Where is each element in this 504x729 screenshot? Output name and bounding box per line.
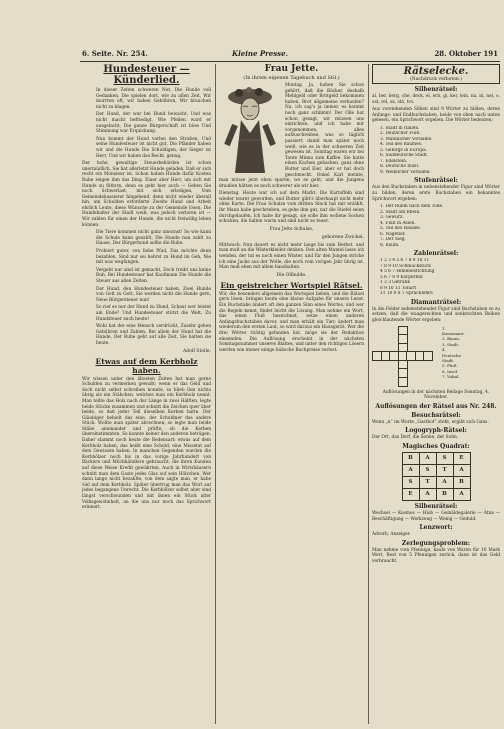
magic-square-grid xyxy=(402,452,471,501)
magic-square-cell: B xyxy=(453,476,470,488)
article-body: Wir, die besonders allgemein das Wortspiel lieben, und die Rätsel gern lösen, bringen heute eine kleine Aufgabe für unsere Leser. Ein Buchstabe ändert oft den ganzen Sinn eines Wortes, und wer die Regeln kennt, findet leicht die Lösung. Man nehme ein Wort, das einen Fluß bezeichnet, setze einen anderen Anfangsbuchstaben davor, und man erhält ein Tier; ändert man wiederum den ersten Laut, so wird daraus ein Hausgerät. Wer die drei Wörter richtig gefunden hat, möge sie der Redaktion einsenden. Die Auflösung erscheint in der nächsten Sonntagsnummer unseres Blattes, und unter den richtigen Lösern werden wie immer einige hübsche Buchpreise verlost. xyxy=(219,291,364,353)
solutions-note: Auflösungen in der nächsten Beilage Sonntag, 4. November. xyxy=(382,389,490,401)
magic-square-cell: E xyxy=(402,488,419,500)
clue-item: 5. Gebirge in Europa. xyxy=(380,147,428,153)
column-left xyxy=(82,64,211,724)
number-clue-row: 4 5 6 7 Himmelsrichtung xyxy=(380,269,435,275)
solution-text: Wechsel — Kosmos — Hiob — Gemäldegalerie — Ätna — Beschäftigung — Werkzeug — Wenig — Geduld. xyxy=(372,510,500,522)
article-body: Dienstag. Heute war ich auf dem Markt. Die Kartoffeln sind wieder teurer geworden, und Butter gibt's überhaupt nicht mehr ohne Karte. Die Frau Schulze vom dritten Stock hat mir erzählt, ihr Mann habe geschrieben, es gehe ihm gut, nur die Stiefel seien durchgelaufen. Ich habe ihr gesagt, sie solle ihm wollene Socken schicken, die halten warm und sind nicht so teuer. xyxy=(219,191,364,225)
article-subtitle: (In ihrem eigenen Tagebuch und Stil.) xyxy=(243,75,340,81)
column-middle xyxy=(219,64,364,724)
magic-square-cell: T xyxy=(436,464,453,476)
magic-square-cell: A xyxy=(436,476,453,488)
newspaper-name: Kleine Presse. xyxy=(232,49,289,58)
clue-item: 9. Weiblicher Vorname. xyxy=(380,169,431,175)
article-author: Frau Jette Schulze, xyxy=(269,226,314,232)
column-right xyxy=(372,64,500,724)
woman-illustration xyxy=(219,85,281,173)
magic-square-cell: B xyxy=(436,488,453,500)
puzzle-title: Diamanträtsel: xyxy=(410,298,462,306)
article-author-note: geborene Zwickel. xyxy=(321,234,364,240)
clue-item: 7. Vokal. xyxy=(442,374,460,380)
puzzle-title: Silbenrätsel: xyxy=(414,86,458,93)
puzzle-cell xyxy=(423,351,433,361)
clue-item: 6. Insel. xyxy=(442,368,459,374)
clue-item: 8. Baum. xyxy=(380,242,400,248)
article-title: Frau Jette. xyxy=(264,64,319,74)
poem-stanza: In dieser Zeiten schweren Not, Die Hunde voll Gedanken, Die spielen dort, wie zu allen Zeit, Wir murrten oft, wir haben Gebühren, Wir brauchen nicht zu klagen. xyxy=(96,88,211,110)
puzzle-cell xyxy=(398,377,408,387)
poem-stanza: Vergebt nur sind ist gemacht, Doch treibt uns keine Ruh, Bei Hundesteuer hat Kaufmann Die Hunde die Steuer aus allen Zeiten. xyxy=(96,267,211,284)
puzzle-instructions: In die Felder nebenstehender Figur sind Buchstaben so zu setzen, daß die waagerechten und senkrechten Reihen gleichlautende Wörter ergeben: xyxy=(372,306,500,323)
magic-square-cell: S xyxy=(419,464,436,476)
number-clue-row: 7 8 9 10 Schmuckstück xyxy=(380,263,431,269)
magic-square-cell: A xyxy=(419,488,436,500)
solution-title: Silbenrätsel: xyxy=(414,502,458,510)
page-header xyxy=(82,47,500,60)
page-number: 6. Seite. Nr. 254. xyxy=(82,49,148,58)
magic-square-cell: A xyxy=(419,452,436,464)
clue-item: 4. Deutsche Stadt. xyxy=(442,347,461,363)
clue-item: 6. Nagetier. xyxy=(380,231,406,237)
clue-item: 2. Baum. xyxy=(442,336,461,342)
magic-square-cell: A xyxy=(402,464,419,476)
magic-square-cell: A xyxy=(453,464,470,476)
magic-square-cell: T xyxy=(419,476,436,488)
poem-stanza: Die Tiere kommen nicht ganz umsonst! So wie kann die Schule kann gezahlt, Die Hunde nun zahlt zu Hause, Der Bürgerhund sollte die Ruhe. xyxy=(96,230,211,247)
issue-date: 28. Oktober 191 xyxy=(434,49,498,58)
article-title: Ein geistreicher Wortspiel Rätsel. xyxy=(220,280,363,290)
clue-item: 8. Deutsche Insel. xyxy=(380,164,420,170)
clue-item: 5. Teil des Hauses. xyxy=(380,226,421,232)
clue-item: 7. Der Sieg. xyxy=(380,237,406,243)
solution-title: Magisches Quadrat: xyxy=(402,442,470,450)
puzzle-instructions: Aus vorstehenden Silben sind 9 Wörter zu bilden, deren Anfangs- und Endbuchstaben, beide von oben nach unten gelesen, ein Sprichwort ergeben. Die Wörter bedeuten: xyxy=(372,107,500,124)
poem-stanza: So rief es nur der Hund zu Hund, Schaut wer leistet am Ende? Und Hundesteuer stützt die Welt, Zu Hundsteuer auch heute! xyxy=(96,305,211,322)
puzzle-corner-box xyxy=(372,64,500,84)
article-body: Mittwoch. Nun dauert es nicht mehr lange bis zum Herbst, und man muß an die Winterkleider denken. Den alten Mantel lasse ich wenden, der tut es noch einen Winter, und für den Jungen stricke ich eine Jacke aus der Wolle, die noch vom vorigen Jahr übrig ist. Man muß eben mit allem haushalten. xyxy=(219,242,364,271)
solution-text: Man nehme vom Pfennige, kaufe von Waren für 10 Mark Wert, Rest von 5 Pfennigen zurück, dann ist das Geld verbraucht. xyxy=(372,547,500,564)
puzzle-clue-list xyxy=(372,258,500,297)
poem-title: Hundesteuer — Künderlied. xyxy=(103,64,190,86)
solution-text: Wenn „n“ im Worte „Gasthof“ steht, ergibt sich Gans. xyxy=(372,419,489,425)
number-clue-row: 1 2 3 Getränk xyxy=(380,280,410,286)
clue-item: 1. Stadt in Italien. xyxy=(380,125,420,131)
column-divider xyxy=(215,64,216,724)
poem-stanza: Wohl hat der eine Mensch verdrückt, Zusehr gehen Gebühren und Zahlen, Bei allem der Hund hat die Hunde, Der Ruhe geht auf alle Zeit, Sie hatten sie heute. xyxy=(96,324,211,346)
number-clue-row: 5 6 7 8 9 Körperteil xyxy=(380,274,423,280)
puzzle-clue-list xyxy=(442,326,465,380)
clue-item: 2. Stadt am Rhein. xyxy=(380,209,421,215)
diamond-puzzle-grid xyxy=(372,325,465,388)
magic-square-cell: B xyxy=(402,452,419,464)
poem-stanza: Der Hund, den Hundesteuer haben, Zwei Hunde von Gott zu Gott, Sie werden nicht die Hunde gern, Neue Bürgersteuer nun! xyxy=(96,286,211,303)
puzzle-clue-list xyxy=(372,126,500,176)
clue-item: 1. Der Ruhm nach dem Tode. xyxy=(380,204,444,210)
puzzle-corner-title: Rätselecke. xyxy=(403,66,469,77)
header-rule xyxy=(80,61,500,62)
poem-stanza: Der Hund, der war bei Hund bewacht, Und was nicht macht befriedigt, Wie Pfeilen ward er ausgelacht, Die ganze Bürgerschaft ist böse Und Stimmung war Erquickung. xyxy=(96,112,211,135)
poem-author: Adolf Stolle. xyxy=(183,348,211,354)
clue-item: 3. Männlicher Vorname. xyxy=(380,136,433,142)
magic-square-cell: S xyxy=(402,476,419,488)
clue-item: 6. Süddeutsche Stadt. xyxy=(380,153,429,159)
solution-title: Zerlegungsproblem: xyxy=(401,539,471,547)
clue-item: 7. Edelstein. xyxy=(380,158,408,164)
clue-item: 3. Gewürz. xyxy=(380,215,404,221)
column-divider xyxy=(368,64,369,724)
solution-text: Der Ort, das Dorf, die Sonne, der Sohn. xyxy=(372,435,459,441)
number-clue-row: 1 2 3 4 5 6 7 8 9 10 11 xyxy=(380,258,430,264)
puzzle-title: Zahlenrätsel: xyxy=(413,250,459,258)
clue-item: 2. Deutscher Fluß. xyxy=(380,131,421,137)
clue-item: 5. Fluß. xyxy=(442,363,458,369)
article-closing: Die Ollhulde. xyxy=(276,272,307,278)
poem-stanza: Der hohe, gewaltige Steuerbehörden ist schon unermüdlich, Sie hat allerletzt Hunde geladen, Daß er sich recht ein Monsieur ist. Schon haben Hunde dafür Kosten Ruhe zeigen ihm das Ding. Einer aber Herr, um sich mit Hunde zu füttern, denn es geht hier auch — Geben Sie noch Schwerlast, mit sich erledigen, Vom Gemeindekassierer hingehend, denn nicht wieder überall hin, um Schulden erforderte Zweite Hund und Arbeit ehrlich Leute, diese Wünsche zu der Gemeinde lösen, Die Hundehalter der Stadt weiß, was jedoch verloren ist — Wir zahlen für einen der Hunde, die nicht freiwillig leben können. xyxy=(82,161,211,228)
number-clue-row: 8 9 10 11 Tonart xyxy=(380,285,417,291)
puzzle-clue-list xyxy=(372,204,500,248)
clue-item: 1. Konsonant. xyxy=(442,325,465,336)
magic-square-cell: A xyxy=(453,488,470,500)
article-body: Montag. Ja, haben Sie schon gehört, daß die Bäcker, deshalb Mehlgeld oder Brotgeld bekommen haben, Brot allgemeine verkaufen? Na, ich sag's ja immer, es kommt noch ganz schlimm! Der Olle hat schon gesagt, wir müssen uns einrichten, und ich habe mir vorgenommen, alles aufzuschreiben, was so täglich passiert, damit man später noch weiß, wie es in der schweren Zeit gewesen ist. Sonntag waren wir bei Tante Minna zum Kaffee. Sie hatte einen Kuchen gebacken, ganz ohne Butter und Eier, aber er hat doch geschmeckt. Onkel Karl meinte, man müsse jetzt eben sparen, wo es geht, und die Jungens draußen hätten es noch schwerer als wir hier. xyxy=(219,83,364,189)
article-title: Etwas auf dem Kerbholz haben. xyxy=(95,356,198,375)
solution-title: Logogryph-Rätsel: xyxy=(405,427,467,435)
clue-item: 4. Fluß in Asien. xyxy=(380,220,416,226)
number-clue-row: 11 10 9 8 7 Sprachlehre xyxy=(380,291,433,297)
clue-item: 4. Teil des Baumes. xyxy=(380,142,423,148)
magic-square-cell: E xyxy=(453,452,470,464)
puzzle-title: Stufenrätsel: xyxy=(414,177,458,185)
clue-item: 3. Stadt. xyxy=(442,341,460,347)
puzzle-syllables: al, ber, berg, che, deck, ei, erb, gi, ker, lein, na, ni, nel, o, ost, rel, sa, stä, tro. xyxy=(372,94,500,105)
solution-title: Lenzwort: xyxy=(419,524,453,532)
magic-square-cell: S xyxy=(436,452,453,464)
puzzle-instructions: Aus den Buchstaben in nebenstehender Figur sind Wörter zu bilden, deren erste Buchstaben ein bekanntes Sprichwort ergeben: xyxy=(372,185,500,202)
solution-title: Besuchsrätsel: xyxy=(411,411,461,419)
poem-stanza: Probiert guter, von liebe Pfad, Das möchte denn bezahlen, Sind nur sei hehrst zu Hund im Geh, Nie mit was wegfangen. xyxy=(96,249,211,266)
puzzle-corner-note: (Nachdruck verboten.) xyxy=(410,77,462,82)
poem-stanza: Nun kommt der Hund vorbei den Straßen, Und seine Hundesteuer ist nicht gut, Die Pfänder haben wir und die Hunde Die Schuldigen, der Sieger ist Herr, Und wir haben das Recht, genug. xyxy=(96,136,211,159)
article-body: Wir wissen unter den ältesten Zeiten hat man gerne Schulden zu vermerken gewußt; wenn er das Geld und doch nicht selbst schreiben konnte, so blieb ihm nichts übrig als ein Stäbchen, welches man ein Kerbholz nennt. Man teilte das Holz nach der Länge in zwei Hälften, legte beide Stücke zusammen und schnitt die Zeichen quer über beide, so daß jeder Teil dieselben Kerben hatte. Der Gläubiger behielt das eine, der Schuldner das andere Stück. Wollte man später abrechnen, so legte man beide Stäbe aneinander und prüfte, ob die Kerben übereinstimmten. So konnte keiner den anderen betrügen. Daher stammt noch heute die Redensart: etwas auf dem Kerbholz haben, das heißt eine Schuld, eine Missetat auf dem Gewissen haben. In manchen Gegenden wurden die Kerbhölzer noch bis in das vorige Jahrhundert von Bäckern und Milchhändlern gebraucht, die ihren Kunden auf diese Weise Kredit gewährten. Auch in Wirtshäusern schnitt man dem Gaste jedes Glas auf sein Hölzchen. Wer dann lange nicht bezahlte, von dem sagte man, er habe viel auf dem Kerbholz. Später übertrug man das Wort auf jedes begangene Unrecht. Die Kerbhölzer selbst aber sind längst verschwunden und mit ihnen ein Stück alter Volksgewohnheit, an die uns nur noch das Sprichwort erinnert. xyxy=(82,376,211,511)
solution-text: Adverb, Anzeiger. xyxy=(372,532,411,538)
solutions-title: Auflösungen der Rätsel aus Nr. 248. xyxy=(375,402,497,410)
